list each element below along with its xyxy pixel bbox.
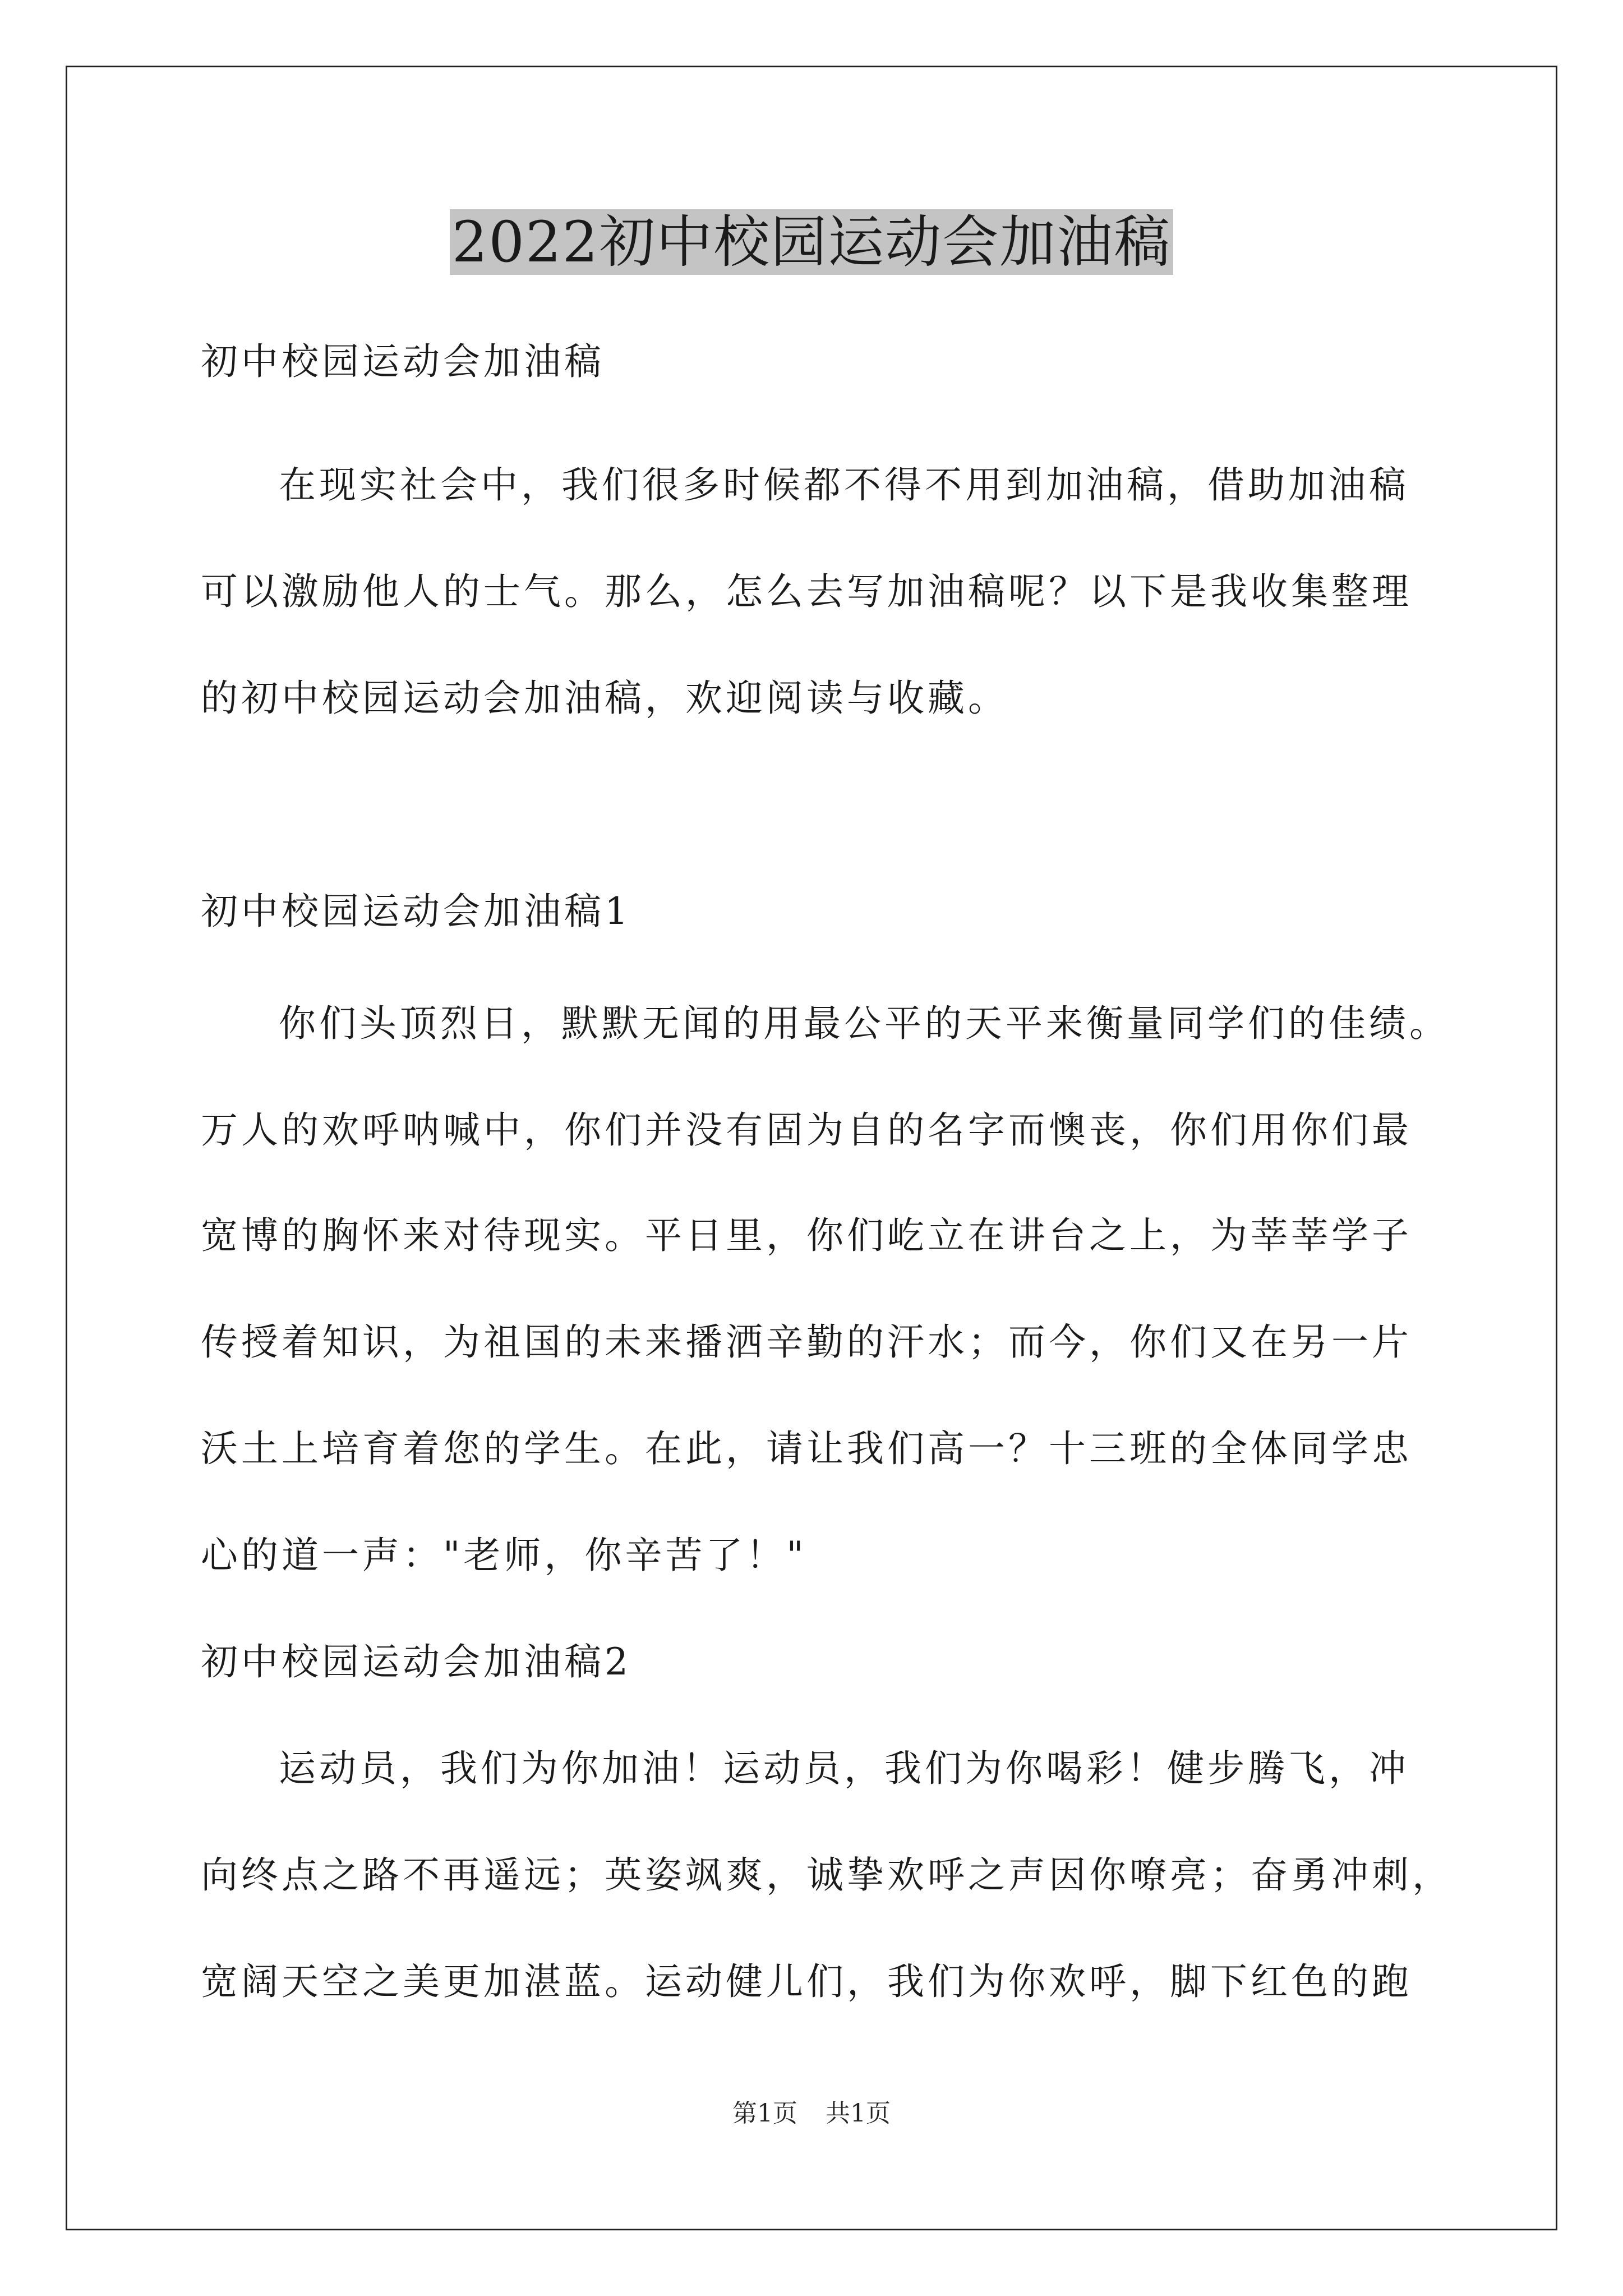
paragraph-line: 沃土上培育着您的学生。在此，请让我们高一？十三班的全体同学忠 (201, 1427, 1412, 1470)
paragraph-line: 你们头顶烈日，默默无闻的用最公平的天平来衡量同学们的佳绩。 (279, 1002, 1450, 1045)
document-title-text: 2022初中校园运动会加油稿 (450, 209, 1174, 275)
page-number-total: 共1页 (826, 2099, 891, 2128)
paragraph-line: 向终点之路不再遥远；英姿飒爽，诚挚欢呼之声因你嘹亮；奋勇冲刺， (201, 1853, 1453, 1897)
paragraph-line: 宽阔天空之美更加湛蓝。运动健儿们，我们为你欢呼，脚下红色的跑 (201, 1960, 1412, 2003)
page-number-current: 第1页 (732, 2099, 797, 2128)
paragraph-line: 心的道一声："老师，你辛苦了！" (201, 1534, 807, 1577)
paragraph-line: 宽博的胸怀来对待现实。平日里，你们屹立在讲台之上，为莘莘学子 (201, 1214, 1412, 1257)
section-heading: 初中校园运动会加油稿1 (201, 890, 631, 933)
page-footer (0, 2097, 1623, 2131)
paragraph-line: 万人的欢呼呐喊中，你们并没有固为自的名字而懊丧，你们用你们最 (201, 1108, 1412, 1152)
paragraph-line: 传授着知识，为祖国的未来播洒辛勤的汗水；而今，你们又在另一片 (201, 1320, 1412, 1364)
paragraph-line: 在现实社会中，我们很多时候都不得不用到加油稿，借助加油稿 (279, 463, 1409, 507)
section-heading: 初中校园运动会加油稿2 (201, 1640, 631, 1683)
paragraph-line: 运动员，我们为你加油！运动员，我们为你喝彩！健步腾飞，冲 (279, 1747, 1409, 1790)
paragraph-line: 可以激励他人的士气。那么，怎么去写加油稿呢？以下是我收集整理 (201, 570, 1412, 613)
paragraph-line: 的初中校园运动会加油稿，欢迎阅读与收藏。 (201, 677, 1008, 720)
subtitle: 初中校园运动会加油稿 (201, 340, 605, 383)
document-title (0, 203, 1623, 282)
